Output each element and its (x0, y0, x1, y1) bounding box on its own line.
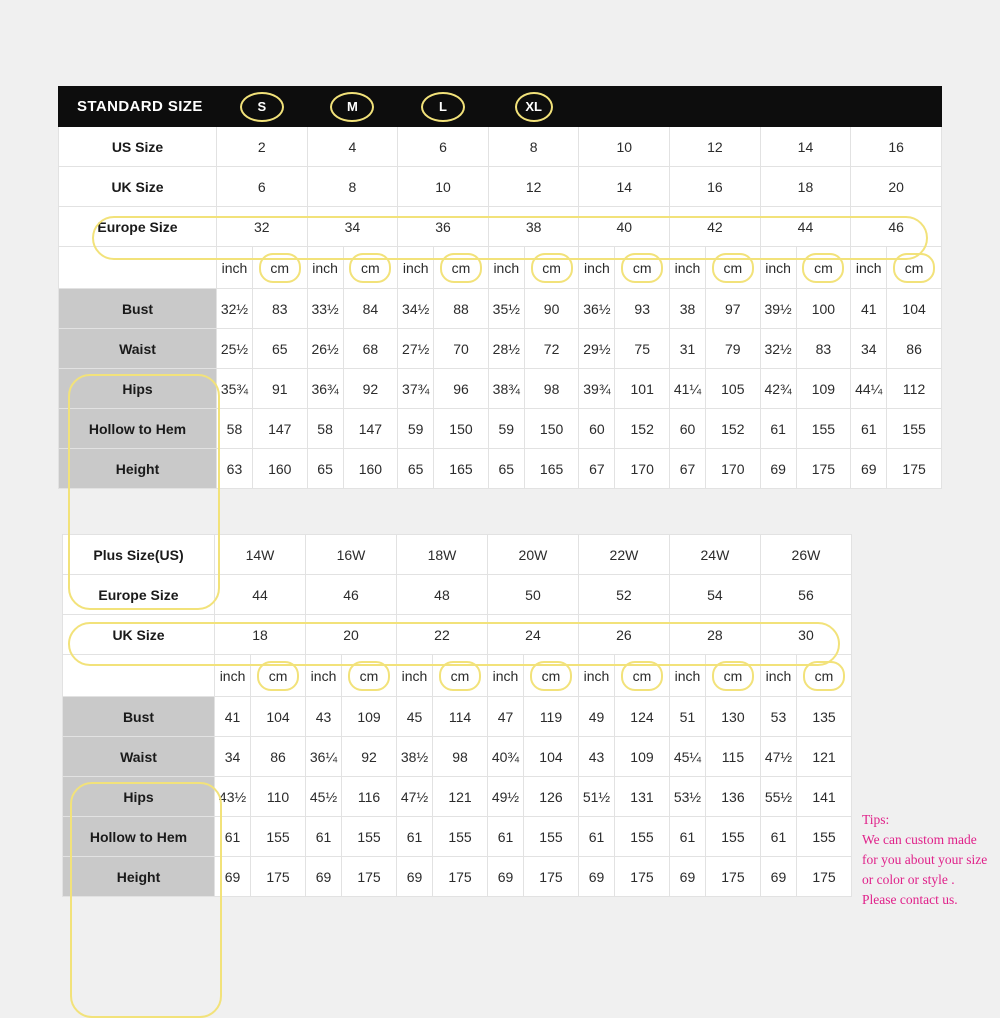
cell: 130 (706, 697, 761, 737)
cell: 63 (217, 449, 253, 489)
unit-cm-cell (251, 655, 306, 697)
cell: 100 (796, 289, 851, 329)
tips-line-5: Please contact us. (862, 892, 958, 907)
cell: 24 (487, 615, 578, 655)
unit-cm-cell (615, 655, 670, 697)
cell: 61 (760, 409, 796, 449)
cell: 109 (342, 697, 397, 737)
table-row (59, 167, 942, 207)
cell: 6 (398, 127, 489, 167)
cell: 88 (434, 289, 489, 329)
row-label-hollow-to-hem: Hollow to Hem (59, 409, 217, 449)
cell: 30 (760, 615, 851, 655)
cell: 96 (434, 369, 489, 409)
unit-inch: inch (760, 247, 796, 289)
cell: 69 (669, 857, 705, 897)
size-badge-spacer (579, 87, 670, 127)
cell: 26W (760, 535, 851, 575)
unit-cm-cell (434, 247, 489, 289)
cell: 131 (615, 777, 670, 817)
cell: 86 (887, 329, 942, 369)
unit-inch: inch (217, 247, 253, 289)
cell: 35½ (488, 289, 524, 329)
table-row (59, 289, 942, 329)
cell: 98 (433, 737, 488, 777)
unit-cm-cell (252, 247, 307, 289)
cell: 83 (252, 289, 307, 329)
cell: 45½ (305, 777, 341, 817)
cell: 150 (434, 409, 489, 449)
cell: 43 (578, 737, 614, 777)
cell: 175 (251, 857, 306, 897)
cell: 155 (796, 817, 851, 857)
row-label-hips: Hips (59, 369, 217, 409)
unit-cm: cm (439, 661, 481, 691)
unit-inch: inch (398, 247, 434, 289)
cell: 97 (705, 289, 760, 329)
cell: 43½ (215, 777, 251, 817)
tips-line-2: We can custom made (862, 832, 977, 847)
cell: 98 (524, 369, 579, 409)
cell: 55½ (760, 777, 796, 817)
unit-inch: inch (396, 655, 432, 697)
cell: 124 (615, 697, 670, 737)
cell: 93 (615, 289, 670, 329)
cell: 72 (524, 329, 579, 369)
cell: 47½ (396, 777, 432, 817)
unit-inch: inch (305, 655, 341, 697)
cell: 34 (307, 207, 398, 247)
unit-inch: inch (487, 655, 523, 697)
unit-cm-cell (433, 655, 488, 697)
unit-inch: inch (579, 247, 615, 289)
cell: 114 (433, 697, 488, 737)
cell: 28½ (488, 329, 524, 369)
cell: 22W (578, 535, 669, 575)
unit-cm-cell (615, 247, 670, 289)
cell: 25½ (217, 329, 253, 369)
cell: 58 (307, 409, 343, 449)
cell: 147 (252, 409, 307, 449)
standard-size-table (58, 86, 942, 489)
cell: 65 (252, 329, 307, 369)
row-label-uk-size-plus: UK Size (63, 615, 215, 655)
cell: 155 (433, 817, 488, 857)
unit-inch: inch (578, 655, 614, 697)
table-row (63, 817, 852, 857)
size-badge-spacer-4 (851, 87, 942, 127)
cell: 36½ (579, 289, 615, 329)
cell: 175 (524, 857, 579, 897)
cell: 12 (670, 127, 761, 167)
cell: 90 (524, 289, 579, 329)
row-label-hips-plus: Hips (63, 777, 215, 817)
cell: 56 (760, 575, 851, 615)
unit-cm: cm (259, 253, 301, 283)
cell: 79 (705, 329, 760, 369)
cell: 61 (578, 817, 614, 857)
size-badge-l-cell (398, 87, 489, 127)
cell: 24W (669, 535, 760, 575)
cell: 115 (706, 737, 761, 777)
unit-cm: cm (531, 253, 573, 283)
cell: 59 (398, 409, 434, 449)
table-row (63, 575, 852, 615)
cell: 155 (887, 409, 942, 449)
cell: 67 (670, 449, 706, 489)
cell: 69 (578, 857, 614, 897)
cell: 38¾ (488, 369, 524, 409)
unit-cm: cm (348, 661, 390, 691)
unit-cm-cell (705, 247, 760, 289)
cell: 86 (251, 737, 306, 777)
unit-cm: cm (712, 253, 754, 283)
cell: 20 (851, 167, 942, 207)
cell: 14W (215, 535, 306, 575)
unit-row-label (63, 655, 215, 697)
cell: 65 (307, 449, 343, 489)
unit-cm: cm (803, 661, 845, 691)
cell: 42¾ (760, 369, 796, 409)
cell: 47½ (760, 737, 796, 777)
cell: 61 (760, 817, 796, 857)
cell: 54 (669, 575, 760, 615)
cell: 69 (215, 857, 251, 897)
size-badge-xl-cell (488, 87, 579, 127)
cell: 6 (217, 167, 308, 207)
size-badge-m-cell (307, 87, 398, 127)
size-badge-spacer-3 (760, 87, 851, 127)
unit-cm: cm (257, 661, 299, 691)
cell: 101 (615, 369, 670, 409)
cell: 150 (524, 409, 579, 449)
cell: 83 (796, 329, 851, 369)
cell: 27½ (398, 329, 434, 369)
cell: 152 (705, 409, 760, 449)
row-label-uk-size: UK Size (59, 167, 217, 207)
row-label-us-size: US Size (59, 127, 217, 167)
cell: 50 (487, 575, 578, 615)
cell: 4 (307, 127, 398, 167)
cell: 26 (578, 615, 669, 655)
row-label-height-plus: Height (63, 857, 215, 897)
cell: 68 (343, 329, 398, 369)
cell: 41 (215, 697, 251, 737)
cell: 35¾ (217, 369, 253, 409)
cell: 105 (705, 369, 760, 409)
unit-cm: cm (893, 253, 935, 283)
cell: 44 (760, 207, 851, 247)
unit-cm-cell (343, 247, 398, 289)
cell: 155 (706, 817, 761, 857)
cell: 36¾ (307, 369, 343, 409)
cell: 109 (796, 369, 851, 409)
unit-cm: cm (802, 253, 844, 283)
cell: 59 (488, 409, 524, 449)
cell: 51 (669, 697, 705, 737)
cell: 48 (396, 575, 487, 615)
cell: 155 (524, 817, 579, 857)
cell: 36¼ (305, 737, 341, 777)
cell: 175 (342, 857, 397, 897)
cell: 32 (217, 207, 308, 247)
cell: 170 (615, 449, 670, 489)
unit-cm-cell (796, 247, 851, 289)
cell: 37¾ (398, 369, 434, 409)
cell: 155 (251, 817, 306, 857)
cell: 45¼ (669, 737, 705, 777)
size-badge-l: L (421, 92, 465, 122)
cell: 49½ (487, 777, 523, 817)
unit-inch: inch (307, 247, 343, 289)
cell: 65 (398, 449, 434, 489)
cell: 175 (706, 857, 761, 897)
cell: 65 (488, 449, 524, 489)
cell: 135 (796, 697, 851, 737)
cell: 43 (305, 697, 341, 737)
cell: 2 (217, 127, 308, 167)
row-label-hollow-to-hem-plus: Hollow to Hem (63, 817, 215, 857)
unit-inch: inch (851, 247, 887, 289)
cell: 155 (342, 817, 397, 857)
cell: 152 (615, 409, 670, 449)
row-label-waist-plus: Waist (63, 737, 215, 777)
cell: 31 (670, 329, 706, 369)
unit-cm: cm (712, 661, 754, 691)
size-badge-m: M (330, 92, 374, 122)
cell: 175 (433, 857, 488, 897)
cell: 104 (524, 737, 579, 777)
cell: 8 (488, 127, 579, 167)
cell: 69 (851, 449, 887, 489)
cell: 170 (705, 449, 760, 489)
cell: 22 (396, 615, 487, 655)
unit-inch: inch (669, 655, 705, 697)
cell: 44 (215, 575, 306, 615)
cell: 16W (305, 535, 396, 575)
cell: 58 (217, 409, 253, 449)
cell: 8 (307, 167, 398, 207)
cell: 61 (851, 409, 887, 449)
cell: 175 (615, 857, 670, 897)
size-badge-xl: XL (515, 92, 553, 122)
cell: 160 (252, 449, 307, 489)
cell: 121 (796, 737, 851, 777)
cell: 61 (215, 817, 251, 857)
cell: 41¼ (670, 369, 706, 409)
row-label-waist: Waist (59, 329, 217, 369)
unit-cm: cm (621, 661, 663, 691)
unit-cm-cell (524, 655, 579, 697)
cell: 38 (670, 289, 706, 329)
cell: 141 (796, 777, 851, 817)
cell: 34 (215, 737, 251, 777)
cell: 165 (524, 449, 579, 489)
cell: 165 (434, 449, 489, 489)
cell: 67 (579, 449, 615, 489)
standard-size-header-row (59, 87, 942, 127)
unit-cm-cell (342, 655, 397, 697)
cell: 16 (851, 127, 942, 167)
cell: 69 (305, 857, 341, 897)
unit-cm: cm (440, 253, 482, 283)
cell: 69 (396, 857, 432, 897)
cell: 119 (524, 697, 579, 737)
cell: 175 (796, 449, 851, 489)
cell: 33½ (307, 289, 343, 329)
table-row (63, 615, 852, 655)
cell: 46 (305, 575, 396, 615)
cell: 104 (251, 697, 306, 737)
row-label-bust-plus: Bust (63, 697, 215, 737)
cell: 14 (760, 127, 851, 167)
unit-inch: inch (760, 655, 796, 697)
cell: 60 (579, 409, 615, 449)
cell: 155 (615, 817, 670, 857)
unit-inch: inch (670, 247, 706, 289)
row-label-plus-size-us: Plus Size(US) (63, 535, 215, 575)
cell: 84 (343, 289, 398, 329)
unit-cm-cell (796, 655, 851, 697)
unit-cm: cm (530, 661, 572, 691)
cell: 41 (851, 289, 887, 329)
cell: 34 (851, 329, 887, 369)
table-row (59, 449, 942, 489)
cell: 32½ (760, 329, 796, 369)
cell: 175 (796, 857, 851, 897)
cell: 104 (887, 289, 942, 329)
table-row (59, 369, 942, 409)
cell: 38½ (396, 737, 432, 777)
table-row (59, 207, 942, 247)
cell: 16 (670, 167, 761, 207)
row-label-bust: Bust (59, 289, 217, 329)
unit-cm: cm (621, 253, 663, 283)
cell: 69 (760, 857, 796, 897)
table-row (63, 857, 852, 897)
cell: 60 (670, 409, 706, 449)
cell: 92 (343, 369, 398, 409)
cell: 91 (252, 369, 307, 409)
cell: 109 (615, 737, 670, 777)
cell: 92 (342, 737, 397, 777)
cell: 46 (851, 207, 942, 247)
cell: 42 (670, 207, 761, 247)
cell: 39¾ (579, 369, 615, 409)
table-row (63, 737, 852, 777)
cell: 136 (706, 777, 761, 817)
cell: 40 (579, 207, 670, 247)
table-row (63, 697, 852, 737)
unit-inch: inch (488, 247, 524, 289)
unit-cm-cell (887, 247, 942, 289)
unit-cm: cm (349, 253, 391, 283)
cell: 20 (305, 615, 396, 655)
standard-size-title: STANDARD SIZE (59, 87, 217, 127)
cell: 147 (343, 409, 398, 449)
table-row (59, 127, 942, 167)
cell: 32½ (217, 289, 253, 329)
cell: 61 (305, 817, 341, 857)
cell: 61 (396, 817, 432, 857)
cell: 112 (887, 369, 942, 409)
cell: 75 (615, 329, 670, 369)
row-label-europe-size-plus: Europe Size (63, 575, 215, 615)
cell: 160 (343, 449, 398, 489)
unit-cm-cell (524, 247, 579, 289)
cell: 40¾ (487, 737, 523, 777)
cell: 47 (487, 697, 523, 737)
row-label-europe-size: Europe Size (59, 207, 217, 247)
cell: 70 (434, 329, 489, 369)
cell: 175 (887, 449, 942, 489)
cell: 126 (524, 777, 579, 817)
tips-note (862, 810, 1000, 910)
cell: 12 (488, 167, 579, 207)
cell: 51½ (578, 777, 614, 817)
cell: 110 (251, 777, 306, 817)
cell: 61 (669, 817, 705, 857)
cell: 52 (578, 575, 669, 615)
cell: 18 (215, 615, 306, 655)
table-row-units (63, 655, 852, 697)
cell: 61 (487, 817, 523, 857)
cell: 45 (396, 697, 432, 737)
cell: 39½ (760, 289, 796, 329)
cell: 20W (487, 535, 578, 575)
size-badge-s-cell (217, 87, 308, 127)
cell: 49 (578, 697, 614, 737)
cell: 10 (398, 167, 489, 207)
cell: 18W (396, 535, 487, 575)
cell: 28 (669, 615, 760, 655)
tips-line-1: Tips: (862, 812, 890, 827)
cell: 69 (487, 857, 523, 897)
cell: 18 (760, 167, 851, 207)
cell: 116 (342, 777, 397, 817)
table-row-units (59, 247, 942, 289)
table-row (59, 329, 942, 369)
cell: 34½ (398, 289, 434, 329)
cell: 69 (760, 449, 796, 489)
unit-inch: inch (215, 655, 251, 697)
table-row (63, 777, 852, 817)
cell: 36 (398, 207, 489, 247)
tips-line-4: or color or style . (862, 872, 955, 887)
cell: 26½ (307, 329, 343, 369)
table-row (59, 409, 942, 449)
row-label-height: Height (59, 449, 217, 489)
cell: 38 (488, 207, 579, 247)
tips-line-3: for you about your size (862, 852, 988, 867)
unit-row-label (59, 247, 217, 289)
cell: 10 (579, 127, 670, 167)
plus-size-table (62, 534, 852, 897)
cell: 44¼ (851, 369, 887, 409)
cell: 121 (433, 777, 488, 817)
size-badge-s: S (240, 92, 284, 122)
cell: 155 (796, 409, 851, 449)
table-row (63, 535, 852, 575)
size-badge-spacer-2 (670, 87, 761, 127)
cell: 53½ (669, 777, 705, 817)
unit-cm-cell (706, 655, 761, 697)
cell: 53 (760, 697, 796, 737)
cell: 29½ (579, 329, 615, 369)
cell: 14 (579, 167, 670, 207)
